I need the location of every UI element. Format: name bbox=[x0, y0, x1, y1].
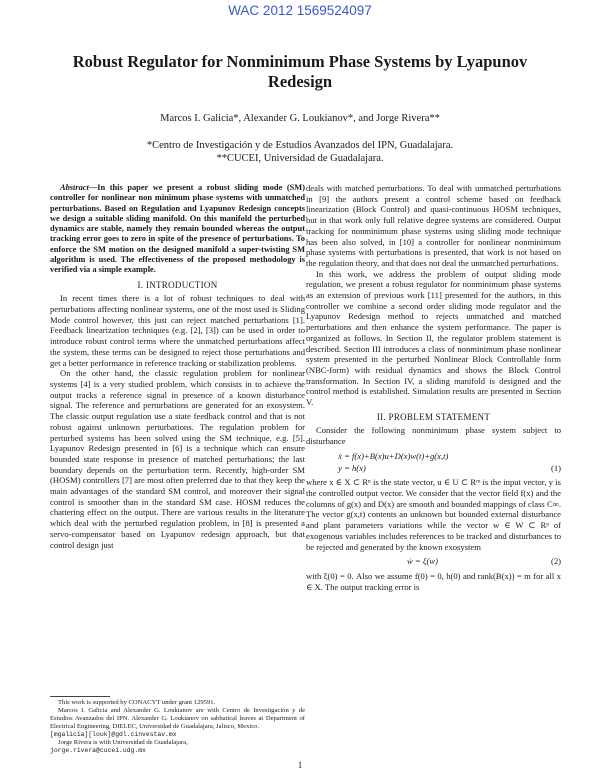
eq2-body: ẇ = ξ(w) bbox=[407, 556, 438, 567]
eq2-number: (2) bbox=[550, 556, 561, 567]
section-heading-problem-statement: II. PROBLEM STATEMENT bbox=[376, 411, 491, 422]
eq1-equals-2: = bbox=[344, 462, 350, 473]
eq1-lhs-2: y bbox=[338, 462, 342, 473]
footnote bbox=[50, 696, 305, 755]
footnote-rivera: Jorge Rivera is with Universidad de Guadalajara, bbox=[58, 739, 188, 746]
eq1-number: (1) bbox=[550, 462, 561, 473]
affiliation-1: *Centro de Investigación y de Estudios Avanzados del IPN, Guadalajara. bbox=[146, 140, 454, 151]
paper-title: Robust Regulator for Nonminimum Phase Systems by Lyapunov Redesign bbox=[72, 52, 528, 91]
intro-paragraph-2: On the other hand, the classic regulation problem for nonlinear systems [4] is a very studied problem, which consists in to achieve the output tracks a reference signal in presence of a known disturbance signal. The reference and perturbations are generated for an exosystem. The classic output regulation use a state feedback control and that is not robust against unknown perturbations. The regulation problem for perturbed systems has been solved using the SM technique, e.g. [5]. Lyapunov Redesign presented in [6] is a technique which can ensure bounded state response in presence of matched perturbations; the last boundary depends on the perturbation term. Recently, high-order SM (HOSM) controllers [7] are most often preferred due to that they keep the main advantages of the standard SM control, and moreover their signal control is smoother than in the standard SM case. HOSM reduces the chattering effect on the output. There are various results in the literature which deal with the perturbed regulation problem, in [8] is presented a servo-compensator based on Lyapunov redesign approach, but that control design just bbox=[50, 368, 305, 550]
section-heading-introduction: I. INTRODUCTION bbox=[137, 279, 218, 290]
paragraph-after-eq1: where x ∈ X ⊂ Rⁿ is the state vector, u ∈ U ⊂ Rᵐ is the input vector, y is the controlled output vector. We consider that the vector field f(x) and the columns of g(x) and D(x) are smooth and bounded mappings of class C∞. The vector g(x,t) contents an unknown but bounded external disturbance and plant parameters variations while the vector w ∈ W ⊂ Rᵖ of exogenous variables includes references to be tracked and disturbances to be rejected and generated by the known exosystem bbox=[306, 477, 561, 552]
footnote-emails-1[interactable]: [mgalicia][louk]@gdl.cinvestav.mx bbox=[50, 731, 177, 738]
eq1-equals-1: = bbox=[344, 450, 350, 461]
page-number: 1 bbox=[297, 760, 303, 770]
affiliation-2: **CUCEI, Universidad de Guadalajara. bbox=[216, 153, 384, 164]
footnote-affiliation: Marcos I. Galicia and Alexander G. Loukianov are with Centro de Investigación y de Estudios Avanzados del IPN. Alexander G. Loukianov on sabbatical leaves at Department of Electrical Engineering, DIELEC, Universidad de Guadalajara, Jalisco, Mexico. bbox=[50, 707, 305, 730]
footnote-support: This work is supported by CONACYT under grant 129591. bbox=[58, 699, 216, 706]
eq1-rhs-1: f(x)+B(x)u+D(x)w(t)+g(x,t) bbox=[352, 450, 449, 461]
right-paragraph-2: In this work, we address the problem of output sliding mode regulation, we present a robust regulator for nonminimum phase systems as an extension of previous work [11] presented for the authors, in this controller we combine a second order sliding mode regulator and the Lyapunov Redesign method to rejects unmatched and matched perturbations and then enhance the system performance. The paper is organized as follows. In Section II, the regulator problem statement is described. Section III introduces a class of nonminimum phase nonlinear system presented in the perturbed Nonlinear Block Controllable form (NBC-form) with residual dynamics and shows the Block Control transformation. In Section IV, a sliding manifold is designed and the control method is established. Simulation results are presented in Section V. bbox=[306, 268, 561, 408]
equation-2 bbox=[306, 556, 561, 567]
footnote-rule bbox=[50, 696, 110, 697]
eq1-lhs-1: ẋ bbox=[338, 450, 342, 461]
abstract bbox=[50, 183, 305, 276]
problem-intro: Consider the following nonminimum phase system subject to disturbance bbox=[306, 425, 561, 447]
eq1-rhs-2: h(x) bbox=[352, 462, 366, 473]
right-paragraph-1: deals with matched perturbations. To deal with unmatched perturbations in [9] the authors present a control scheme based on feedback linearization (Block Control) and quasi-continuous HOSM techniques, but in that work only full relative degree systems are considered. Output tracking for nonminimum phase systems using sliding mode technique has been also solved, in [10] a controller for nonlinear nonminimum phase systems with perturbations is presented, that work is not based on the regulation theory, and that does not deal the unmatched perturbations. bbox=[306, 183, 561, 268]
abstract-lead: Abstract bbox=[60, 183, 89, 192]
left-column bbox=[50, 183, 305, 550]
footnote-emails-2[interactable]: jorge.rivera@cucei.udg.mx bbox=[50, 747, 146, 754]
right-column bbox=[306, 183, 561, 592]
intro-paragraph-1: In recent times there is a lot of robust techniques to deal with perturbations affecting nonlinear systems, one of the most used is Sliding Mode control however, this just can reject matched perturbations [1]. Feedback linearization techniques (e.g. [2], [3]) can be used in order to introduce robust control terms where the unmatched perturbations affect the system, these terms can be designed to reject those perturbations and get a better performance in reference tracking or stabilization problems. bbox=[50, 293, 305, 368]
watermark-header: WAC 2012 1569524097 bbox=[228, 3, 372, 18]
affiliations bbox=[40, 139, 560, 165]
author-list: Marcos I. Galicia*, Alexander G. Loukianov*, and Jorge Rivera** bbox=[160, 113, 440, 124]
abstract-text: —In this paper we present a robust sliding mode (SM) controller for nonlinear non minimum phase systems with unmatched perturbations. Based on Regulation and Lyapunov Redesign concepts we design a suitable sliding manifold. On this manifold the perturbed dynamics are stable, namely they remain bounded whereas the output tracking error goes to zero in spite of the presence of perturbations. To enforce the SM motion on the designed manifold a super-twisting SM algorithm is used. The effectiveness of the proposed methodology is verified via a simple example. bbox=[50, 183, 305, 275]
equation-1 bbox=[306, 451, 561, 473]
paragraph-after-eq2: with ξ(0) = 0. Also we assume f(0) = 0, h(0) and rank(B(x)) = m for all x ∈ X. The output tracking error is bbox=[306, 570, 561, 592]
